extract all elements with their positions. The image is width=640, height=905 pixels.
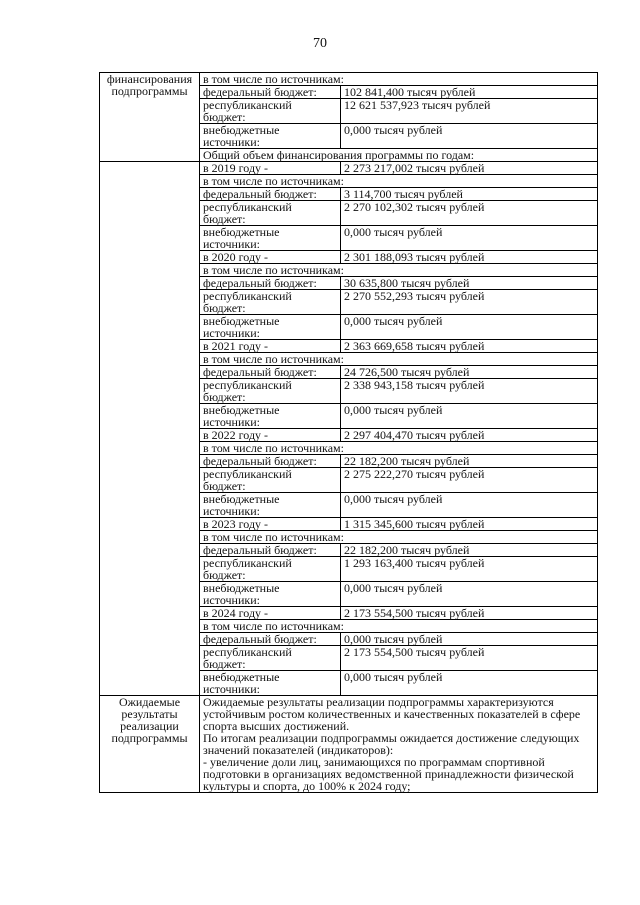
republican-value: 12 621 537,923 тысяч рублей: [341, 99, 598, 124]
extrabudget-value: 0,000 тысяч рублей: [341, 226, 598, 251]
by-sources-label: в том числе по источникам:: [200, 73, 598, 86]
by-sources-label: в том числе по источникам:: [200, 264, 598, 277]
by-sources-label: в том числе по источникам:: [200, 442, 598, 455]
year-label: в 2023 году -: [200, 518, 341, 531]
extrabudget-label: внебюджетные источники:: [200, 582, 341, 607]
year-total: 2 297 404,470 тысяч рублей: [341, 429, 598, 442]
republican-value: 2 338 943,158 тысяч рублей: [341, 379, 598, 404]
year-label: в 2021 году -: [200, 340, 341, 353]
empty-left-cell: [100, 162, 200, 696]
by-sources-label: в том числе по источникам:: [200, 175, 598, 188]
extrabudget-label: внебюджетные источники:: [200, 315, 341, 340]
by-sources-label: в том числе по источникам:: [200, 531, 598, 544]
table-row: [100, 73, 598, 86]
republican-label: республиканский бюджет:: [200, 201, 341, 226]
extrabudget-value: 0,000 тысяч рублей: [341, 671, 598, 696]
republican-value: 2 270 552,293 тысяч рублей: [341, 290, 598, 315]
federal-value: 22 182,200 тысяч рублей: [341, 544, 598, 557]
republican-label: республиканский бюджет:: [200, 99, 341, 124]
republican-label: республиканский бюджет:: [200, 646, 341, 671]
federal-label: федеральный бюджет:: [200, 633, 341, 646]
extrabudget-value: 0,000 тысяч рублей: [341, 315, 598, 340]
extrabudget-value: 0,000 тысяч рублей: [341, 493, 598, 518]
page-number: 70: [313, 36, 327, 51]
republican-value: 2 173 554,500 тысяч рублей: [341, 646, 598, 671]
extrabudget-label: внебюджетные источники:: [200, 226, 341, 251]
expected-paragraph-2: По итогам реализации подпрограммы ожидается достижение следующих значений показателей (индикаторов):: [203, 731, 580, 757]
by-sources-label: в том числе по источникам:: [200, 620, 598, 633]
republican-label: республиканский бюджет:: [200, 557, 341, 582]
expected-label: Ожидаемые результаты реализации подпрограммы: [100, 696, 200, 793]
federal-value: 30 635,800 тысяч рублей: [341, 277, 598, 290]
by-sources-label: в том числе по источникам:: [200, 353, 598, 366]
extrabudget-label: внебюджетные источники:: [200, 493, 341, 518]
republican-value: 2 275 222,270 тысяч рублей: [341, 468, 598, 493]
federal-label: федеральный бюджет:: [200, 455, 341, 468]
extrabudget-value: 0,000 тысяч рублей: [341, 582, 598, 607]
federal-label: федеральный бюджет:: [200, 86, 341, 99]
year-label: в 2022 году -: [200, 429, 341, 442]
year-label: в 2024 году -: [200, 607, 341, 620]
extrabudget-value: 0,000 тысяч рублей: [341, 124, 598, 149]
extrabudget-value: 0,000 тысяч рублей: [341, 404, 598, 429]
year-total: 2 173 554,500 тысяч рублей: [341, 607, 598, 620]
funding-label: финансирования подпрограммы: [100, 73, 200, 162]
year-total: 2 363 669,658 тысяч рублей: [341, 340, 598, 353]
table-row: [100, 162, 598, 175]
year-total: 1 315 345,600 тысяч рублей: [341, 518, 598, 531]
year-total: 2 301 188,093 тысяч рублей: [341, 251, 598, 264]
extrabudget-label: внебюджетные источники:: [200, 124, 341, 149]
federal-value: 102 841,400 тысяч рублей: [341, 86, 598, 99]
federal-value: 0,000 тысяч рублей: [341, 633, 598, 646]
republican-label: республиканский бюджет:: [200, 290, 341, 315]
federal-label: федеральный бюджет:: [200, 188, 341, 201]
by-years-header: Общий объем финансирования программы по годам:: [200, 149, 598, 162]
federal-label: федеральный бюджет:: [200, 277, 341, 290]
funding-table: [99, 72, 598, 793]
expected-paragraph-1: Ожидаемые результаты реализации подпрограммы характеризуются устойчивым ростом количественных и качественных показателей в сфере спорта высших достижений.: [203, 695, 581, 733]
year-total: 2 273 217,002 тысяч рублей: [341, 162, 598, 175]
expected-paragraph-3: - увеличение доли лиц, занимающихся по программам спортивной подготовки в организациях ведомственной принадлежности физической культуры и спорта, до 100% к 2024 году;: [203, 755, 574, 793]
federal-label: федеральный бюджет:: [200, 366, 341, 379]
expected-body: [200, 696, 598, 793]
year-label: в 2020 году -: [200, 251, 341, 264]
federal-value: 24 726,500 тысяч рублей: [341, 366, 598, 379]
federal-value: 22 182,200 тысяч рублей: [341, 455, 598, 468]
table-row: [100, 696, 598, 793]
republican-value: 2 270 102,302 тысяч рублей: [341, 201, 598, 226]
republican-label: республиканский бюджет:: [200, 468, 341, 493]
year-label: в 2019 году -: [200, 162, 341, 175]
federal-label: федеральный бюджет:: [200, 544, 341, 557]
extrabudget-label: внебюджетные источники:: [200, 671, 341, 696]
federal-value: 3 114,700 тысяч рублей: [341, 188, 598, 201]
republican-label: республиканский бюджет:: [200, 379, 341, 404]
extrabudget-label: внебюджетные источники:: [200, 404, 341, 429]
republican-value: 1 293 163,400 тысяч рублей: [341, 557, 598, 582]
